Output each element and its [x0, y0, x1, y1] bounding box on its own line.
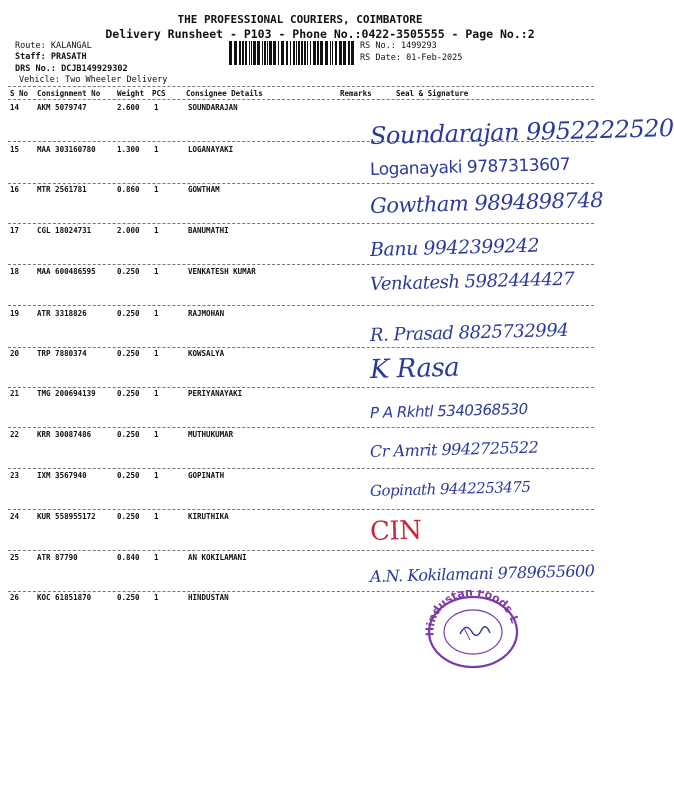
barcode-bar: [267, 41, 268, 65]
row-pcs: 1: [154, 103, 159, 112]
row-sno: 25: [10, 553, 20, 562]
row-pcs: 1: [154, 471, 159, 480]
row-consignee: PERIYANAYAKI: [188, 389, 243, 398]
barcode-bar: [253, 41, 256, 65]
row-pcs: 1: [154, 185, 159, 194]
row-pcs: 1: [154, 145, 159, 154]
barcode-bar: [293, 41, 295, 65]
barcode-bar: [278, 41, 279, 65]
row-pcs: 1: [154, 226, 159, 235]
row-consignment: TMG 200694139: [37, 389, 96, 398]
row-weight: 0.840: [117, 553, 140, 562]
row-weight: 2.000: [117, 226, 140, 235]
route-value: KALANGAL: [50, 41, 92, 51]
barcode-bar: [335, 41, 337, 65]
barcode-bar: [313, 41, 316, 65]
row-weight: 0.250: [117, 471, 140, 480]
signature-handwritten: P A Rkhtl 5340368530: [369, 399, 528, 422]
row-consignee: RAJMOHAN: [188, 309, 225, 318]
barcode-bar: [239, 41, 241, 65]
signature-handwritten: A.N. Kokilamani 9789655600: [369, 561, 595, 586]
row-pcs: 1: [154, 430, 159, 439]
row-sno: 21: [10, 389, 20, 398]
rs-no-label: RS No.:: [360, 41, 396, 51]
row-weight: 0.250: [117, 593, 140, 602]
row-consignment: KUR 558955172: [37, 512, 96, 521]
row-consignment: KOC 61851870: [37, 593, 92, 602]
signature-handwritten: CIN: [369, 515, 422, 547]
col-seal-signature: Seal & Signature: [396, 89, 469, 98]
row-separator: [8, 509, 594, 510]
signature-handwritten: Gowtham 9894898748: [369, 187, 604, 218]
row-weight: 1.300: [117, 145, 140, 154]
row-consignee: HINDUSTAN: [188, 593, 229, 602]
row-weight: 0.250: [117, 309, 140, 318]
barcode-bar: [251, 41, 252, 65]
company-title: THE PROFESSIONAL COURIERS, COIMBATORE: [177, 13, 423, 26]
col-weight: Weight: [117, 89, 145, 98]
row-consignment: IXM 3567940: [37, 471, 87, 480]
row-weight: 0.250: [117, 430, 140, 439]
barcode-bar: [304, 41, 306, 65]
row-separator: [8, 305, 594, 306]
rs-no-value: 1499293: [400, 41, 437, 51]
svg-text:Hindustan Foods Ltd.: Hindustan Foods L: [423, 590, 522, 637]
barcode-bar: [281, 41, 284, 65]
runsheet-title: Delivery Runsheet - P103 - Phone No.:0422-3505555 - Page No.:2: [105, 27, 535, 41]
row-separator: [8, 387, 594, 388]
barcode-bar: [317, 41, 319, 65]
drs-label: DRS No.:: [15, 64, 56, 74]
row-consignee: VENKATESH KUMAR: [188, 267, 256, 276]
barcode-bar: [348, 41, 350, 65]
row-weight: 0.250: [117, 512, 140, 521]
row-consignee: MUTHUKUMAR: [188, 430, 234, 439]
row-consignment: TRP 7880374: [37, 349, 87, 358]
row-sno: 24: [10, 512, 20, 521]
signature-handwritten: R. Prasad 8825732994: [369, 319, 569, 346]
row-consignee: LOGANAYAKI: [188, 145, 234, 154]
drs-value: DCJB149929302: [61, 64, 128, 74]
barcode-bar: [242, 41, 244, 65]
row-sno: 26: [10, 593, 20, 602]
col-remarks: Remarks: [340, 89, 372, 98]
row-weight: 0.250: [117, 349, 140, 358]
row-weight: 0.250: [117, 267, 140, 276]
row-consignment: MAA 600486595: [37, 267, 96, 276]
barcode-bar: [339, 41, 342, 65]
rs-date-label: RS Date:: [360, 53, 401, 63]
rs-date-line: [360, 53, 462, 63]
barcode-image: [229, 41, 353, 65]
barcode-bar: [290, 41, 291, 65]
barcode-bar: [351, 41, 354, 65]
staff-value: PRASATH: [50, 52, 87, 62]
row-sno: 16: [10, 185, 20, 194]
row-consignment: ATR 87790: [37, 553, 78, 562]
vehicle-label: Vehicle:: [19, 75, 60, 85]
row-sno: 23: [10, 471, 20, 480]
rs-date-value: 01-Feb-2025: [406, 53, 463, 63]
row-pcs: 1: [154, 553, 159, 562]
barcode-bar: [320, 41, 323, 65]
row-consignee: GOWTHAM: [188, 185, 220, 194]
row-consignment: AKM 5079747: [37, 103, 87, 112]
barcode-bar: [286, 41, 288, 65]
barcode-bar: [325, 41, 328, 65]
staff-label: Staff:: [15, 52, 46, 62]
row-pcs: 1: [154, 309, 159, 318]
signature-handwritten: Soundarajan 9952222520: [369, 114, 674, 150]
row-consignee: BANUMATHI: [188, 226, 229, 235]
row-consignee: KIRUTHIKA: [188, 512, 229, 521]
col-sno: S No: [10, 89, 29, 98]
vehicle-line: [19, 75, 167, 85]
row-pcs: 1: [154, 389, 159, 398]
barcode-bar: [269, 41, 272, 65]
route-label: Route:: [15, 41, 46, 51]
signature-handwritten: K Rasa: [369, 352, 460, 385]
header-rule-top: [8, 86, 594, 87]
row-sno: 18: [10, 267, 20, 276]
row-consignment: MAA 303160780: [37, 145, 96, 154]
row-pcs: 1: [154, 593, 159, 602]
barcode-bar: [307, 41, 308, 65]
row-consignee: AN KOKILAMANI: [188, 553, 247, 562]
signature-handwritten: Loganayaki 9787313607: [369, 154, 571, 180]
col-consignment: Consignment No: [37, 89, 101, 98]
barcode-bar: [245, 41, 247, 65]
row-pcs: 1: [154, 349, 159, 358]
row-sno: 20: [10, 349, 20, 358]
signature-handwritten: Gopinath 9442253475: [369, 477, 531, 500]
row-consignment: KRR 30087486: [37, 430, 92, 439]
barcode-bar: [262, 41, 263, 65]
row-consignment: CGL 18024731: [37, 226, 92, 235]
barcode-bar: [234, 41, 237, 65]
row-sno: 19: [10, 309, 20, 318]
row-separator: [8, 550, 594, 551]
barcode-bar: [330, 41, 331, 65]
drs-line: [15, 64, 128, 74]
barcode-bar: [310, 41, 311, 65]
vehicle-value: Two Wheeler Delivery: [65, 75, 168, 85]
company-stamp: [420, 590, 525, 670]
signature-handwritten: Cr Amrit 9942725522: [369, 437, 539, 461]
barcode-bar: [343, 41, 346, 65]
row-pcs: 1: [154, 267, 159, 276]
rs-no-line: [360, 41, 437, 51]
row-consignee: KOWSALYA: [188, 349, 225, 358]
signature-handwritten: Venkatesh 5982444427: [369, 268, 575, 295]
col-pcs: PCS: [152, 89, 166, 98]
barcode-bar: [296, 41, 297, 65]
signature-handwritten: Banu 9942399242: [369, 234, 540, 261]
barcode-bar: [257, 41, 260, 65]
row-consignee: GOPINATH: [188, 471, 225, 480]
row-sno: 14: [10, 103, 20, 112]
row-sno: 22: [10, 430, 20, 439]
barcode-bar: [298, 41, 300, 65]
row-sno: 15: [10, 145, 20, 154]
row-weight: 0.250: [117, 389, 140, 398]
barcode-bar: [264, 41, 266, 65]
route-line: [15, 41, 92, 51]
col-consignee: Consignee Details: [186, 89, 263, 98]
row-sno: 17: [10, 226, 20, 235]
row-consignment: ATR 3318826: [37, 309, 87, 318]
row-weight: 2.600: [117, 103, 140, 112]
barcode-bar: [332, 41, 333, 65]
staff-line: [15, 52, 87, 62]
header-rule-bottom: [8, 99, 594, 100]
barcode-bar: [229, 41, 232, 65]
row-pcs: 1: [154, 512, 159, 521]
row-weight: 0.860: [117, 185, 140, 194]
row-consignment: MTR 2561781: [37, 185, 87, 194]
row-separator: [8, 223, 594, 224]
barcode-bar: [301, 41, 303, 65]
row-consignee: SOUNDARAJAN: [188, 103, 238, 112]
barcode-bar: [273, 41, 276, 65]
barcode-bar: [249, 41, 250, 65]
